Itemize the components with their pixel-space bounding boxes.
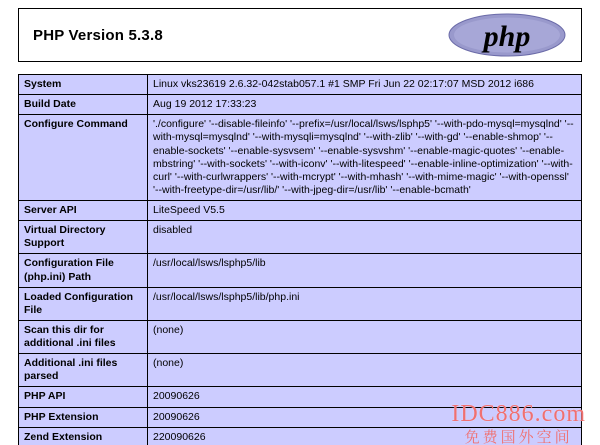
row-value: (none) xyxy=(148,354,582,387)
row-key: Zend Extension xyxy=(19,427,148,445)
row-key: Configuration File (php.ini) Path xyxy=(19,254,148,287)
row-key: Additional .ini files parsed xyxy=(19,354,148,387)
row-value: './configure' '--disable-fileinfo' '--prefix=/usr/local/lsws/lsphp5' '--with-pdo-mysql=mysqlnd' '--with-mysql=mysqlnd' '--with-mysqli=mysqlnd' '--with-zlib' '--with-gd' '--enable-shmop' '--enable-sockets' '--enable-sysvsem' '--enable-sysvshm' '--enable-magic-quotes' '--enable-mbstring' '--with-sockets' '--with-iconv' '--with-litespeed' '--enable-inline-optimization' '--with-curl' '--with-curlwrappers' '--with-mcrypt' '--with-mhash' '--with-mime-magic' '--with-openssl' '--with-freetype-dir=/usr/lib/' '--with-jpeg-dir=/usr/lib' '--enable-bcmath' xyxy=(148,115,582,201)
row-key: Build Date xyxy=(19,95,148,115)
row-value: /usr/local/lsws/lsphp5/lib/php.ini xyxy=(148,287,582,320)
watermark-line2: 免费国外空间 xyxy=(464,428,573,445)
row-key: PHP API xyxy=(19,387,148,407)
table-row xyxy=(19,354,582,387)
table-row xyxy=(19,287,582,320)
row-value: 220090626 xyxy=(148,427,582,445)
row-value: disabled xyxy=(148,221,582,254)
phpinfo-page xyxy=(0,8,600,445)
table-row xyxy=(19,427,582,445)
row-value: 20090626 xyxy=(148,407,582,427)
svg-text:php: php xyxy=(483,20,531,53)
row-key: System xyxy=(19,75,148,95)
page-title: PHP Version 5.3.8 xyxy=(33,26,163,44)
table-row xyxy=(19,75,582,95)
table-row xyxy=(19,95,582,115)
phpinfo-table xyxy=(18,74,582,445)
watermark-line1: IDC886.com xyxy=(451,400,586,427)
row-value: /usr/local/lsws/lsphp5/lib xyxy=(148,254,582,287)
row-value: Linux vks23619 2.6.32-042stab057.1 #1 SMP Fri Jun 22 02:17:07 MSD 2012 i686 xyxy=(148,75,582,95)
row-key: Loaded Configuration File xyxy=(19,287,148,320)
row-key: PHP Extension xyxy=(19,407,148,427)
row-value: Aug 19 2012 17:33:23 xyxy=(148,95,582,115)
table-row xyxy=(19,407,582,427)
row-key: Configure Command xyxy=(19,115,148,201)
row-key: Virtual Directory Support xyxy=(19,221,148,254)
row-value: LiteSpeed V5.5 xyxy=(148,201,582,221)
table-row xyxy=(19,387,582,407)
row-value: (none) xyxy=(148,320,582,353)
php-logo-icon xyxy=(447,12,567,58)
table-row xyxy=(19,254,582,287)
table-row xyxy=(19,115,582,201)
row-value: 20090626 xyxy=(148,387,582,407)
phpinfo-header xyxy=(18,8,582,62)
table-row xyxy=(19,320,582,353)
table-row xyxy=(19,201,582,221)
phpinfo-table-body xyxy=(19,75,582,445)
row-key: Server API xyxy=(19,201,148,221)
table-row xyxy=(19,221,582,254)
row-key: Scan this dir for additional .ini files xyxy=(19,320,148,353)
